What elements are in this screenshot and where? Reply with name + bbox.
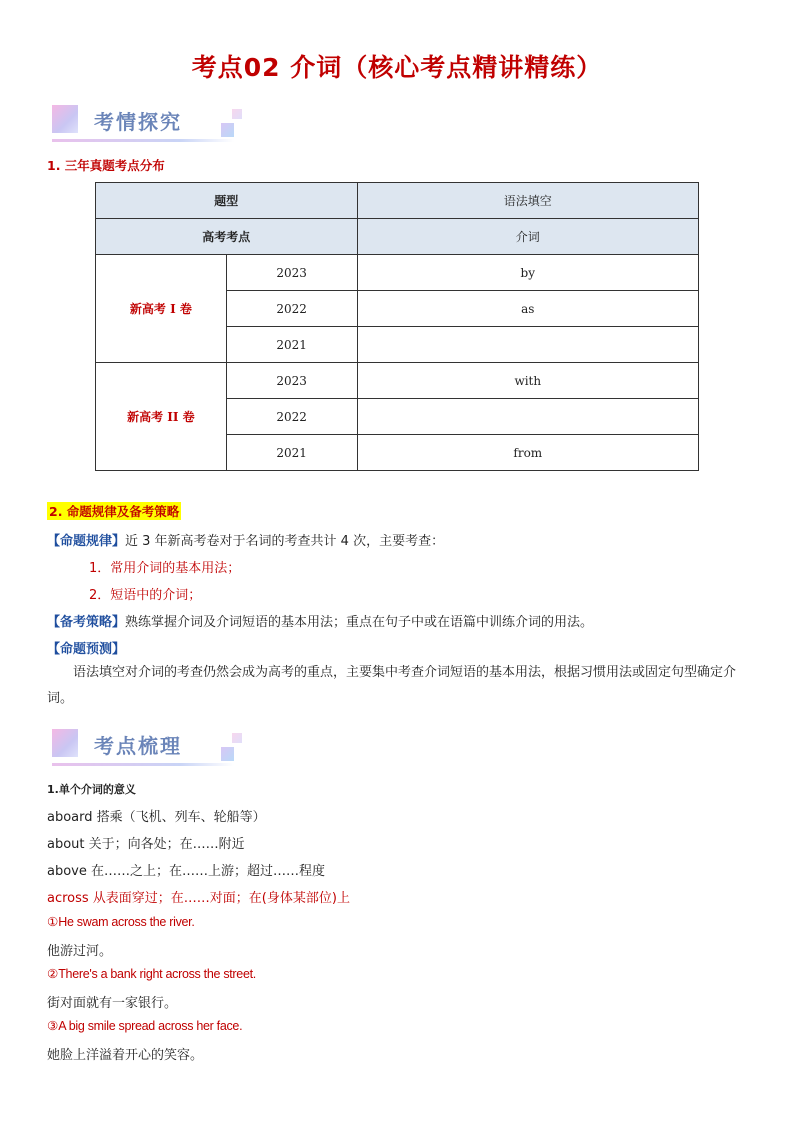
subsection-heading: 1.单个介词的意义	[47, 783, 136, 796]
banner-underline	[52, 139, 234, 142]
table-row	[96, 183, 699, 219]
page-title: 考点02 介词（核心考点精讲精练）	[191, 53, 603, 82]
banner-underline	[52, 763, 234, 766]
table-row	[96, 363, 699, 399]
section-banner-key-points	[52, 729, 242, 769]
exam-distribution-table	[95, 182, 699, 471]
example-english: A big smile spread across her face.	[58, 1019, 243, 1033]
table-cell-answer: with	[357, 363, 698, 399]
table-row	[96, 219, 699, 255]
table-cell-year: 2023	[226, 363, 357, 399]
table-cell-group: 新高考 II 卷	[96, 363, 227, 471]
section-banner-exam-analysis	[52, 105, 242, 145]
table-cell-year: 2022	[226, 399, 357, 435]
banner-decoration-square-small	[221, 747, 234, 761]
table-cell-year: 2022	[226, 291, 357, 327]
strategy-label: 【备考策略】	[47, 615, 126, 630]
banner-label: 考点梳理	[94, 734, 182, 758]
banner-decoration-square	[52, 729, 78, 757]
table-cell-year: 2021	[226, 435, 357, 471]
table-cell-label: 高考考点	[96, 219, 358, 255]
forecast-line	[47, 638, 125, 657]
strategy-line	[47, 611, 593, 630]
example-number: ②	[47, 966, 59, 981]
example-translation: 她脸上洋溢着开心的笑容。	[47, 1048, 204, 1063]
example-sentence	[47, 966, 256, 981]
banner-decoration-square-small	[232, 109, 242, 119]
table-cell-group: 新高考 I 卷	[96, 255, 227, 363]
table-cell-value: 介词	[357, 219, 698, 255]
table-cell-answer: by	[357, 255, 698, 291]
section-heading-distribution: 1. 三年真题考点分布	[47, 158, 165, 173]
law-line	[47, 530, 444, 549]
table-cell-year: 2021	[226, 327, 357, 363]
preposition-entry-highlight: across 从表面穿过；在……对面；在(身体某部位)上	[47, 891, 350, 906]
table-cell-year: 2023	[226, 255, 357, 291]
table-cell-answer	[357, 327, 698, 363]
example-sentence	[47, 1018, 242, 1033]
table-cell-value: 语法填空	[357, 183, 698, 219]
table-cell-answer	[357, 399, 698, 435]
example-translation: 街对面就有一家银行。	[47, 996, 178, 1011]
example-number: ①	[47, 914, 59, 929]
law-item: 1．常用介词的基本用法；	[89, 561, 241, 576]
banner-decoration-square-small	[221, 123, 234, 137]
section-heading-strategy: 2. 命题规律及备考策略	[49, 504, 180, 519]
preposition-entry: aboard 搭乘（飞机、列车、轮船等）	[47, 810, 266, 825]
forecast-label: 【命题预测】	[47, 642, 126, 657]
table-cell-answer: from	[357, 435, 698, 471]
banner-decoration-square	[52, 105, 78, 133]
table-cell-answer: as	[357, 291, 698, 327]
law-item: 2．短语中的介词；	[89, 588, 202, 603]
strategy-text: 熟练掌握介词及介词短语的基本用法；重点在句子中或在语篇中训练介词的用法。	[125, 615, 594, 630]
example-english: There's a bank right across the street.	[58, 967, 256, 981]
banner-label: 考情探究	[94, 110, 182, 134]
table-row	[96, 255, 699, 291]
banner-decoration-square-small	[232, 733, 242, 743]
example-number: ③	[47, 1018, 59, 1033]
table-cell-label: 题型	[96, 183, 358, 219]
law-text: 近 3 年新高考卷对于名词的考查共计 4 次，主要考查：	[125, 534, 445, 549]
example-english: He swam across the river.	[58, 915, 195, 929]
example-translation: 他游过河。	[47, 944, 113, 959]
law-label: 【命题规律】	[47, 534, 126, 549]
example-sentence	[47, 914, 195, 929]
forecast-paragraph: 语法填空对介词的考查仍然会成为高考的重点，主要集中考查介词短语的基本用法，根据习惯用法或固定句型确定介词。	[47, 665, 737, 706]
preposition-entry: about 关于；向各处；在……附近	[47, 837, 245, 852]
preposition-entry: above 在……之上；在……上游；超过……程度	[47, 864, 325, 879]
